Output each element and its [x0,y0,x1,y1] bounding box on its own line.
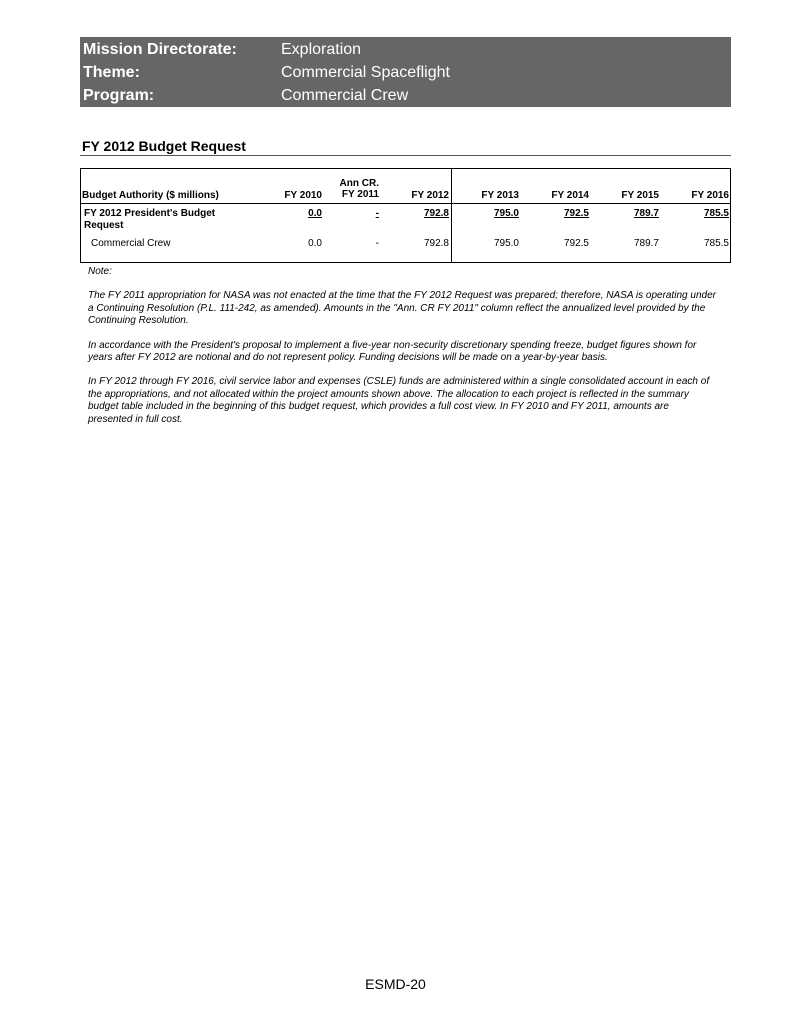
row-label-commercial-crew: Commercial Crew [91,238,171,249]
total-fy2014: 792.5 [563,208,589,219]
page-number: ESMD-20 [365,976,426,992]
note-paragraph: The FY 2011 appropriation for NASA was not enacted at the time that the FY 2012 Request was prepared; therefore, NASA is operating under a Continuing Resolution (P.L. 111-242, as amended). Amounts in the "Ann. CR FY 2011" column reflect the annualized level provided by the Continuing Resolution. [88,290,716,327]
column-header-fy2010: FY 2010 [284,190,322,201]
total-fy2010: 0.0 [308,208,322,219]
theme-label: Theme: [83,64,140,81]
total-fy2015: 789.7 [633,208,659,219]
mission-directorate-value: Exploration [281,41,362,58]
program-label: Program: [83,87,155,104]
section-title: FY 2012 Budget Request [82,138,246,154]
commercial-crew-fy2012: 792.8 [423,238,449,249]
total-fy2016: 785.5 [703,208,729,219]
note-paragraph: In FY 2012 through FY 2016, civil service labor and expenses (CSLE) funds are administered within a single consolidated account in each of the appropriations, and not allocated within the project amounts shown above. The allocation to each project is reflected in the summary budget table included in the beginning of this budget request, which provides a full cost view. In FY 2010 and FY 2011, amounts are presented in full cost. [88,376,710,425]
column-header-fy2011-line1: Ann CR. [339,178,379,189]
notes-heading: Note: [88,266,112,277]
commercial-crew-fy2014: 792.5 [563,238,589,249]
theme-value: Commercial Spaceflight [281,64,450,81]
program-value: Commercial Crew [281,87,409,104]
column-divider [451,169,452,262]
column-header-budget-authority: Budget Authority ($ millions) [82,190,219,201]
row-label-presidents-budget-line2: Request [84,220,124,231]
section-divider [80,155,731,156]
budget-table [80,168,731,263]
column-header-fy2012: FY 2012 [411,190,449,201]
program-header [80,37,731,107]
column-header-fy2015: FY 2015 [621,190,659,201]
column-header-fy2016: FY 2016 [691,190,729,201]
notes-section [88,266,716,438]
note-paragraph: In accordance with the President's proposal to implement a five-year non-security discretionary spending freeze, budget figures shown for years after FY 2012 are notional and do not represent policy. Funding decisions will be made on a year-by-year basis. [88,339,697,364]
row-label-presidents-budget-line1: FY 2012 President's Budget [84,208,216,219]
header-divider [81,203,730,204]
total-fy2011: - [375,208,379,219]
column-header-fy2014: FY 2014 [551,190,589,201]
column-header-fy2013: FY 2013 [481,190,519,201]
commercial-crew-fy2013: 795.0 [493,238,519,249]
column-header-fy2011-line2: FY 2011 [341,189,379,200]
commercial-crew-fy2015: 789.7 [633,238,659,249]
mission-directorate-label: Mission Directorate: [83,41,237,58]
total-fy2013: 795.0 [493,208,519,219]
commercial-crew-fy2016: 785.5 [703,238,729,249]
commercial-crew-fy2011: - [375,238,379,249]
commercial-crew-fy2010: 0.0 [308,238,322,249]
total-fy2012: 792.8 [423,208,449,219]
